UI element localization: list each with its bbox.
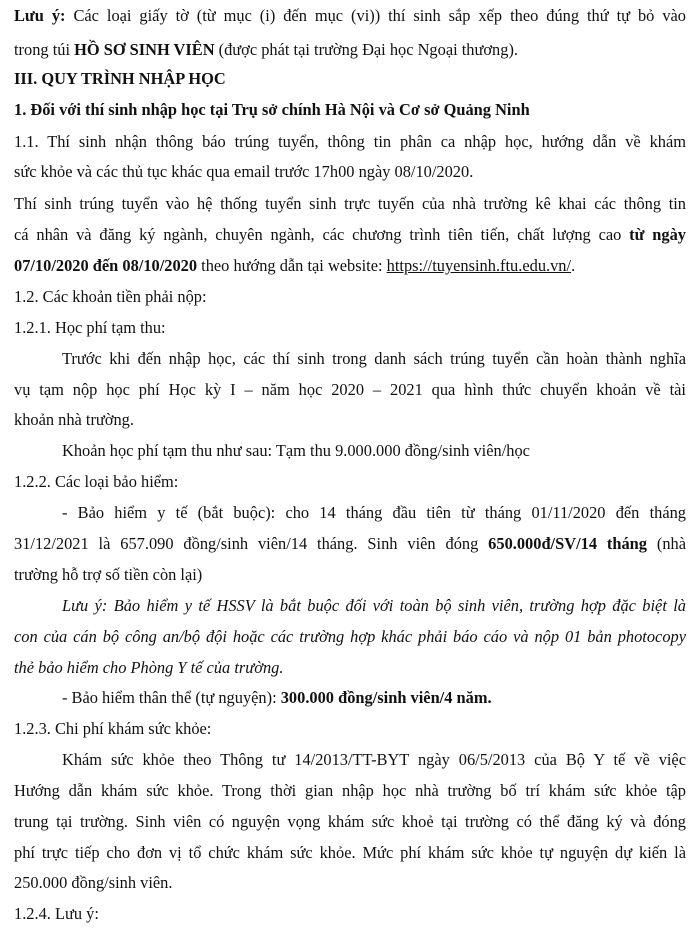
note-text-2c: (được phát tại trường Đại học Ngoại thương). — [214, 40, 518, 59]
tuition-line-2: vụ tạm nộp học phí Học kỳ I – năm học 2020 – 2021 qua hình thức chuyển khoản về tài — [14, 380, 686, 399]
health-line-1: Khám sức khỏe theo Thông tư 14/2013/TT-BYT ngày 06/5/2013 của Bộ Y tế về việc — [62, 750, 686, 769]
section-heading: III. QUY TRÌNH NHẬP HỌC — [14, 69, 226, 88]
registration-line-2 — [14, 223, 686, 247]
paragraph-1-1-line-2: sức khỏe và các thủ tục khác qua email trước 17h00 ngày 08/10/2020. — [14, 162, 474, 181]
note-text-2a: trong túi — [14, 40, 75, 59]
registration-line-3 — [14, 254, 686, 278]
insurance-note-line-3: thẻ bảo hiểm cho Phòng Y tế của trường. — [14, 658, 284, 677]
insurance-text: 31/12/2021 là 657.090 đồng/sinh viên/14 tháng. Sinh viên đóng — [14, 534, 489, 553]
insurance-note-line-1: Lưu ý: Bảo hiểm y tế HSSV là bắt buộc đối với toàn bộ sinh viên, trường hợp đặc biệt là — [62, 596, 686, 615]
registration-line-1: Thí sinh trúng tuyển vào hệ thống tuyển sinh trực tuyến của nhà trường kê khai các thông tin — [14, 194, 686, 213]
insurance-text-end: (nhà — [646, 534, 686, 553]
heading-1-2-2: 1.2.2. Các loại bảo hiểm: — [14, 472, 179, 491]
note-text-1: Các loại giấy tờ (từ mục (i) đến mục (vi)) thí sinh sắp xếp theo đúng thứ tự bỏ vào — [65, 6, 686, 25]
note-line-2 — [14, 38, 686, 62]
note-label: Lưu ý: — [14, 6, 66, 25]
note-line-1 — [14, 4, 686, 28]
insurance-line-1: - Bảo hiểm y tế (bắt buộc): cho 14 tháng đầu tiên từ tháng 01/11/2020 đến tháng — [62, 503, 686, 522]
heading-1-2-3: 1.2.3. Chi phí khám sức khỏe: — [14, 719, 212, 738]
voluntary-insurance — [62, 686, 686, 710]
health-line-4: phí trực tiếp cho đơn vị tổ chức khám sức khỏe. Mức phí khám sức khỏe tự nguyện dự kiến là — [14, 843, 686, 862]
paragraph-1-1-line-1: 1.1. Thí sinh nhận thông báo trúng tuyển, thông tin phân ca nhập học, hướng dẫn về khám — [14, 132, 686, 151]
health-line-5: 250.000 đồng/sinh viên. — [14, 873, 173, 892]
insurance-line-3: trường hỗ trợ số tiền còn lại) — [14, 565, 203, 584]
registration-dates: 07/10/2020 đến 08/10/2020 — [14, 256, 198, 275]
insurance-note-line-2: con của cán bộ công an/bộ đội hoặc các trường hợp khác phải báo cáo và nộp 01 bản photocopy — [14, 627, 686, 646]
health-line-2: Hướng dẫn khám sức khỏe. Trong thời gian nhập học nhà trường bố trí khám sức khỏe tập — [14, 781, 686, 800]
heading-1-2: 1.2. Các khoản tiền phải nộp: — [14, 287, 207, 306]
registration-bold: từ ngày — [629, 225, 687, 244]
note-bold-title: HỒ SƠ SINH VIÊN — [74, 40, 215, 59]
voluntary-text: - Bảo hiểm thân thể (tự nguyện): — [62, 688, 281, 707]
heading-1-2-4: 1.2.4. Lưu ý: — [14, 904, 99, 923]
registration-period: . — [571, 256, 576, 275]
heading-1-2-1: 1.2.1. Học phí tạm thu: — [14, 318, 166, 337]
insurance-line-2 — [14, 532, 686, 556]
subsection-heading-1: 1. Đối với thí sinh nhập học tại Trụ sở chính Hà Nội và Cơ sở Quảng Ninh — [14, 100, 530, 119]
registration-text: cá nhân và đăng ký ngành, chuyên ngành, các chương trình tiên tiến, chất lượng cao — [14, 225, 630, 244]
registration-text-2: theo hướng dẫn tại website: — [197, 256, 387, 275]
website-link[interactable]: https://tuyensinh.ftu.edu.vn/ — [386, 256, 572, 275]
tuition-line-3: khoản nhà trường. — [14, 410, 134, 429]
tuition-amount: Khoản học phí tạm thu như sau: Tạm thu 9.000.000 đồng/sinh viên/học — [62, 441, 530, 460]
health-line-3: trung tại trường. Sinh viên có nguyện vọng khám sức khoẻ tại trường có thể đăng ký và đóng — [14, 812, 686, 831]
voluntary-amount: 300.000 đồng/sinh viên/4 năm. — [280, 688, 492, 707]
insurance-bold-amount: 650.000đ/SV/14 tháng — [488, 534, 647, 553]
tuition-line-1: Trước khi đến nhập học, các thí sinh trong danh sách trúng tuyển cần hoàn thành nghĩa — [62, 349, 686, 368]
